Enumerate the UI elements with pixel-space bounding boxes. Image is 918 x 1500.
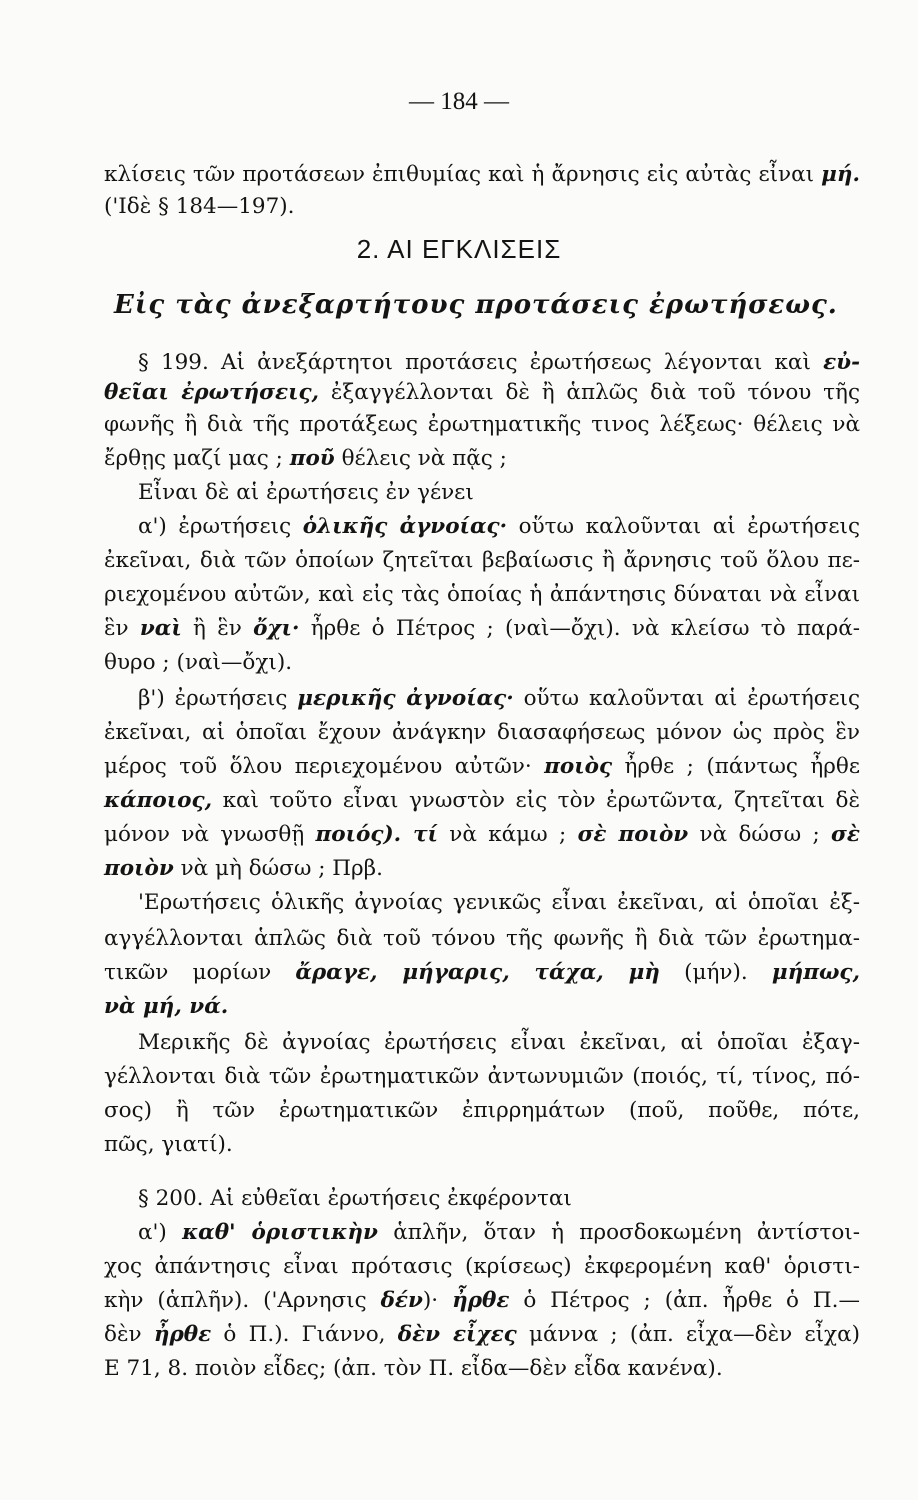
text-line: δὲν ἦρθε ὁ Π.). Γιάννο, δὲν εἶχες μάννα ; (ἀπ. εἶχα—δὲν εἶχα) — [104, 1322, 860, 1347]
text-line: σος) ἢ τῶν ἐρωτηματικῶν ἐπιρρημάτων (ποῦ, ποῦθε, πότε, — [104, 1098, 860, 1123]
text-line: θυρο ; (ναὶ—ὄχι). — [104, 650, 293, 675]
text-line: ριεχομένου αὐτῶν, καὶ εἰς τὰς ὁποίας ἡ ἀπάντησις δύναται νὰ εἶναι — [104, 582, 860, 607]
text-line: ἐκεῖναι, διὰ τῶν ὁποίων ζητεῖται βεβαίωσις ἢ ἄρνησις τοῦ ὅλου πε- — [104, 548, 860, 573]
text-line: μέρος τοῦ ὅλου περιεχομένου αὐτῶν· ποιὸς ἦρθε ; (πάντως ἦρθε — [104, 754, 860, 779]
text-line: κλίσεις τῶν προτάσεων ἐπιθυμίας καὶ ἡ ἄρνησις εἰς αὐτὰς εἶναι μή. — [104, 162, 860, 187]
text-line: θεῖαι ἐρωτήσεις, ἐξαγγέλλονται δὲ ἢ ἁπλῶς διὰ τοῦ τόνου τῆς — [104, 380, 860, 405]
text-line: § 200. Αἱ εὐθεῖαι ἐρωτήσεις ἐκφέρονται — [138, 1186, 572, 1211]
text-line: ποιὸν νὰ μὴ δώσω ; Πρβ. — [104, 856, 383, 881]
text-line: ('Ιδὲ § 184—197). — [104, 194, 295, 219]
subsection-heading: Εἰς τὰς ἀνεξαρτήτους προτάσεις ἐρωτήσεως. — [114, 290, 838, 320]
text-line: μόνον νὰ γνωσθῇ ποιός). τί νὰ κάμω ; σὲ ποιὸν νὰ δώσω ; σὲ — [104, 822, 860, 847]
text-line: αγγέλλονται ἁπλῶς διὰ τοῦ τόνου τῆς φωνῆς ἢ διὰ τῶν ἐρωτημα- — [104, 926, 860, 951]
text-line: § 199. Αἱ ἀνεξάρτητοι προτάσεις ἐρωτήσεως λέγονται καὶ εὐ- — [138, 350, 860, 375]
text-line: φωνῆς ἢ διὰ τῆς προτάξεως ἐρωτηματικῆς τινος λέξεως· θέλεις νὰ — [104, 412, 860, 437]
text-line: α') ἐρωτήσεις ὁλικῆς ἀγνοίας· οὕτω καλοῦνται αἱ ἐρωτήσεις — [138, 514, 860, 539]
text-line: ἔρθῃς μαζί μας ; ποῦ θέλεις νὰ πᾷς ; — [104, 446, 507, 471]
page-number: — 184 — — [409, 88, 509, 115]
text-line: κὴν (ἁπλῆν). ('Αρνησις δέν)· ἦρθε ὁ Πέτρος ; (ἀπ. ἦρθε ὁ Π.— — [104, 1288, 860, 1313]
text-line: α') καθ' ὁριστικὴν ἁπλῆν, ὅταν ἡ προσδοκωμένη ἀντίστοι- — [138, 1220, 860, 1245]
text-line: γέλλονται διὰ τῶν ἐρωτηματικῶν ἀντωνυμιῶν (ποιός, τί, τίνος, πό- — [104, 1064, 860, 1089]
text-line: τικῶν μορίων ἄραγε, μήγαρις, τάχα, μὴ (μήν). μήπως, — [104, 960, 861, 985]
text-line: κάποιος, καὶ τοῦτο εἶναι γνωστὸν εἰς τὸν ἐρωτῶντα, ζητεῖται δὲ — [104, 788, 860, 813]
text-line: 'Ερωτήσεις ὁλικῆς ἀγνοίας γενικῶς εἶναι ἐκεῖναι, αἱ ὁποῖαι ἐξ- — [138, 890, 860, 915]
section-heading: 2. ΑΙ ΕΓΚΛΙΣΕΙΣ — [356, 234, 562, 264]
text-line: Μερικῆς δὲ ἀγνοίας ἐρωτήσεις εἶναι ἐκεῖναι, αἱ ὁποῖαι ἐξαγ- — [138, 1030, 860, 1055]
text-line: νὰ μή, νά. — [104, 994, 229, 1019]
text-line: ἐκεῖναι, αἱ ὁποῖαι ἔχουν ἀνάγκην διασαφήσεως μόνον ὡς πρὸς ἓν — [104, 720, 860, 745]
text-line: Ε 71, 8. ποιὸν εἶδες; (ἀπ. τὸν Π. εἶδα—δὲν εἶδα κανένα). — [104, 1356, 723, 1381]
text-line: πῶς, γιατί). — [104, 1132, 233, 1157]
text-line: χος ἀπάντησις εἶναι πρότασις (κρίσεως) ἐκφερομένη καθ' ὁριστι- — [104, 1254, 860, 1279]
text-line: Εἶναι δὲ αἱ ἐρωτήσεις ἐν γένει — [138, 480, 474, 505]
text-line: β') ἐρωτήσεις μερικῆς ἀγνοίας· οὕτω καλοῦνται αἱ ἐρωτήσεις — [138, 686, 860, 711]
text-line: ἓν ναὶ ἢ ἓν ὄχι· ἦρθε ὁ Πέτρος ; (ναὶ—ὄχι). νὰ κλείσω τὸ παρά- — [104, 616, 860, 641]
